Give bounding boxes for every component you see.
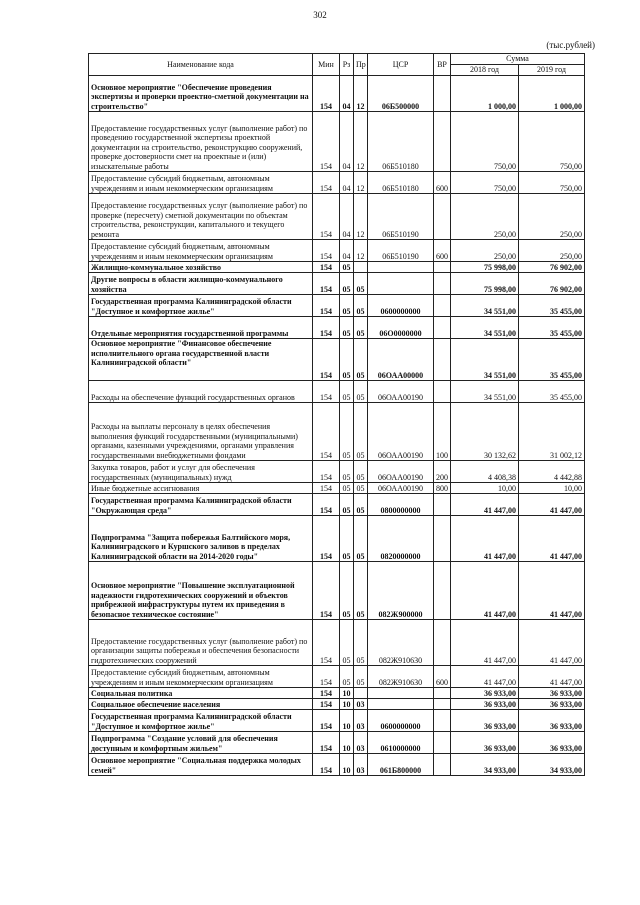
cell-sum-2019: 76 902,00 — [519, 262, 585, 273]
cell-sum-2018: 36 933,00 — [451, 710, 519, 732]
cell-rz: 10 — [340, 710, 354, 732]
table-row — [89, 562, 585, 620]
cell-csr: 06ОАА00000 — [368, 339, 434, 381]
cell-pr: 12 — [354, 240, 368, 262]
cell-csr: 0600000000 — [368, 295, 434, 317]
cell-pr: 12 — [354, 76, 368, 112]
cell-sum-2018: 36 933,00 — [451, 732, 519, 754]
cell-csr: 06Б510190 — [368, 240, 434, 262]
table-row — [89, 339, 585, 381]
cell-vr: 600 — [434, 240, 451, 262]
table-row — [89, 732, 585, 754]
cell-vr — [434, 516, 451, 562]
cell-rz: 05 — [340, 339, 354, 381]
cell-pr: 05 — [354, 317, 368, 339]
cell-csr: 082Ж910630 — [368, 620, 434, 666]
cell-csr: 06ОАА00190 — [368, 403, 434, 461]
cell-name: Закупка товаров, работ и услуг для обеспечения государственных (муниципальных) нужд — [89, 461, 313, 483]
cell-sum-2019: 34 933,00 — [519, 754, 585, 776]
cell-csr: 06Б510180 — [368, 172, 434, 194]
table-row — [89, 699, 585, 710]
cell-sum-2018: 1 000,00 — [451, 76, 519, 112]
cell-rz: 05 — [340, 317, 354, 339]
cell-sum-2018: 250,00 — [451, 194, 519, 240]
cell-rz: 05 — [340, 494, 354, 516]
table-row — [89, 240, 585, 262]
table-row — [89, 516, 585, 562]
cell-rz: 04 — [340, 240, 354, 262]
cell-pr: 05 — [354, 381, 368, 403]
cell-pr: 05 — [354, 483, 368, 494]
budget-table — [88, 53, 585, 776]
cell-sum-2018: 34 551,00 — [451, 317, 519, 339]
cell-min: 154 — [313, 494, 340, 516]
cell-sum-2019: 250,00 — [519, 240, 585, 262]
cell-min: 154 — [313, 262, 340, 273]
cell-csr: 0820000000 — [368, 516, 434, 562]
cell-rz: 05 — [340, 516, 354, 562]
cell-vr — [434, 295, 451, 317]
cell-sum-2019: 31 002,12 — [519, 403, 585, 461]
cell-min: 154 — [313, 112, 340, 172]
cell-vr — [434, 381, 451, 403]
header-sum: Сумма — [451, 54, 585, 65]
header-year-2019: 2019 год — [519, 65, 585, 76]
cell-pr: 05 — [354, 403, 368, 461]
cell-sum-2018: 750,00 — [451, 172, 519, 194]
cell-vr — [434, 194, 451, 240]
cell-vr — [434, 732, 451, 754]
cell-csr: 06Б500000 — [368, 76, 434, 112]
cell-sum-2019: 41 447,00 — [519, 666, 585, 688]
cell-name: Другие вопросы в области жилищно-коммунального хозяйства — [89, 273, 313, 295]
cell-sum-2018: 250,00 — [451, 240, 519, 262]
cell-csr: 082Ж910630 — [368, 666, 434, 688]
cell-sum-2019: 35 455,00 — [519, 339, 585, 381]
cell-csr — [368, 273, 434, 295]
cell-csr: 061Б800000 — [368, 754, 434, 776]
cell-rz: 05 — [340, 461, 354, 483]
cell-sum-2018: 36 933,00 — [451, 699, 519, 710]
cell-sum-2019: 250,00 — [519, 194, 585, 240]
cell-min: 154 — [313, 666, 340, 688]
cell-min: 154 — [313, 688, 340, 699]
cell-pr: 12 — [354, 194, 368, 240]
cell-sum-2019: 41 447,00 — [519, 516, 585, 562]
cell-rz: 04 — [340, 76, 354, 112]
cell-csr: 06ОАА00190 — [368, 483, 434, 494]
cell-pr — [354, 688, 368, 699]
cell-min: 154 — [313, 172, 340, 194]
cell-min: 154 — [313, 339, 340, 381]
cell-name: Основное мероприятие "Повышение эксплуатационной надежности гидротехнических сооружений и объектов прибрежной инфраструктуры путем их приведения в безопасное техническое состояние" — [89, 562, 313, 620]
cell-rz: 05 — [340, 262, 354, 273]
header-year-2018: 2018 год — [451, 65, 519, 76]
table-row — [89, 494, 585, 516]
table-row — [89, 273, 585, 295]
cell-name: Расходы на обеспечение функций государственных органов — [89, 381, 313, 403]
cell-vr — [434, 620, 451, 666]
cell-rz: 05 — [340, 666, 354, 688]
cell-name: Подпрограмма "Защита побережья Балтийского моря, Калининградского и Куршского заливов в пределах Калининградской области на 2014-2020 годы" — [89, 516, 313, 562]
cell-vr — [434, 262, 451, 273]
cell-csr: 06Б510190 — [368, 194, 434, 240]
cell-pr: 05 — [354, 562, 368, 620]
cell-sum-2018: 41 447,00 — [451, 516, 519, 562]
cell-sum-2019: 36 933,00 — [519, 688, 585, 699]
header-vr: ВР — [434, 54, 451, 76]
cell-min: 154 — [313, 516, 340, 562]
cell-sum-2019: 750,00 — [519, 172, 585, 194]
cell-vr: 600 — [434, 666, 451, 688]
table-row — [89, 688, 585, 699]
cell-name: Подпрограмма "Создание условий для обеспечения доступным и комфортным жильем" — [89, 732, 313, 754]
cell-vr — [434, 494, 451, 516]
cell-sum-2018: 41 447,00 — [451, 494, 519, 516]
table-body — [89, 76, 585, 776]
cell-pr: 05 — [354, 295, 368, 317]
cell-sum-2019: 36 933,00 — [519, 732, 585, 754]
header-pr: Пр — [354, 54, 368, 76]
cell-sum-2019: 1 000,00 — [519, 76, 585, 112]
cell-min: 154 — [313, 732, 340, 754]
cell-csr: 06О0000000 — [368, 317, 434, 339]
cell-name: Основное мероприятие "Социальная поддержка молодых семей" — [89, 754, 313, 776]
cell-rz: 05 — [340, 403, 354, 461]
cell-vr — [434, 562, 451, 620]
header-rz: Рз — [340, 54, 354, 76]
table-row — [89, 710, 585, 732]
cell-vr: 100 — [434, 403, 451, 461]
table-row — [89, 483, 585, 494]
cell-sum-2018: 41 447,00 — [451, 620, 519, 666]
cell-pr: 05 — [354, 666, 368, 688]
table-header — [89, 54, 585, 76]
cell-rz: 05 — [340, 273, 354, 295]
table-row — [89, 754, 585, 776]
cell-sum-2019: 35 455,00 — [519, 317, 585, 339]
cell-min: 154 — [313, 754, 340, 776]
cell-rz: 04 — [340, 112, 354, 172]
cell-min: 154 — [313, 461, 340, 483]
cell-pr: 03 — [354, 754, 368, 776]
table-row — [89, 76, 585, 112]
cell-pr: 03 — [354, 732, 368, 754]
cell-csr — [368, 262, 434, 273]
cell-name: Предоставление государственных услуг (выполнение работ) по проверке (пересчету) сметной документации по объектам строительства, реконструкции, капитального и текущего ремонта — [89, 194, 313, 240]
cell-sum-2019: 35 455,00 — [519, 381, 585, 403]
cell-vr — [434, 339, 451, 381]
cell-sum-2019: 36 933,00 — [519, 710, 585, 732]
cell-vr — [434, 688, 451, 699]
table-row — [89, 172, 585, 194]
cell-name: Предоставление субсидий бюджетным, автономным учреждениям и иным некоммерческим организациям — [89, 240, 313, 262]
cell-rz: 10 — [340, 732, 354, 754]
table-row — [89, 112, 585, 172]
cell-sum-2018: 34 551,00 — [451, 339, 519, 381]
cell-sum-2019: 76 902,00 — [519, 273, 585, 295]
cell-sum-2019: 10,00 — [519, 483, 585, 494]
cell-name: Социальная политика — [89, 688, 313, 699]
header-csr: ЦСР — [368, 54, 434, 76]
cell-pr: 05 — [354, 516, 368, 562]
units-label: (тыс.рублей) — [546, 40, 595, 50]
table-row — [89, 381, 585, 403]
cell-vr — [434, 317, 451, 339]
cell-pr: 05 — [354, 273, 368, 295]
cell-rz: 05 — [340, 620, 354, 666]
cell-pr — [354, 262, 368, 273]
cell-csr — [368, 699, 434, 710]
cell-name: Основное мероприятие "Обеспечение проведения экспертизы и проверки проектно-сметной документации на строительство" — [89, 76, 313, 112]
cell-vr — [434, 76, 451, 112]
cell-sum-2018: 75 998,00 — [451, 262, 519, 273]
cell-name: Предоставление государственных услуг (выполнение работ) по проведению государственной экспертизы проектной документации на строительство, реконструкцию сооружений, проверке достоверности смет на проектные и (или) изыскательные работы — [89, 112, 313, 172]
cell-csr: 0600000000 — [368, 710, 434, 732]
cell-rz: 10 — [340, 699, 354, 710]
cell-sum-2019: 41 447,00 — [519, 562, 585, 620]
cell-sum-2019: 35 455,00 — [519, 295, 585, 317]
cell-name: Предоставление государственных услуг (выполнение работ) по организации защиты побережья и обеспечения безопасности гидротехнических сооружений — [89, 620, 313, 666]
cell-min: 154 — [313, 699, 340, 710]
table-row — [89, 403, 585, 461]
cell-min: 154 — [313, 562, 340, 620]
cell-vr: 200 — [434, 461, 451, 483]
cell-vr — [434, 699, 451, 710]
cell-min: 154 — [313, 403, 340, 461]
cell-sum-2018: 750,00 — [451, 112, 519, 172]
cell-pr: 03 — [354, 699, 368, 710]
cell-sum-2018: 4 408,38 — [451, 461, 519, 483]
cell-rz: 05 — [340, 562, 354, 620]
cell-name: Предоставление субсидий бюджетным, автономным учреждениям и иным некоммерческим организациям — [89, 172, 313, 194]
table-row — [89, 461, 585, 483]
cell-sum-2018: 34 933,00 — [451, 754, 519, 776]
cell-vr — [434, 754, 451, 776]
cell-sum-2019: 36 933,00 — [519, 699, 585, 710]
cell-rz: 04 — [340, 172, 354, 194]
cell-rz: 10 — [340, 754, 354, 776]
cell-min: 154 — [313, 483, 340, 494]
table-row — [89, 295, 585, 317]
cell-name: Отдельные мероприятия государственной программы — [89, 317, 313, 339]
cell-sum-2018: 41 447,00 — [451, 562, 519, 620]
cell-min: 154 — [313, 194, 340, 240]
cell-pr: 05 — [354, 461, 368, 483]
cell-name: Жилищно-коммунальное хозяйство — [89, 262, 313, 273]
cell-vr: 600 — [434, 172, 451, 194]
cell-csr: 06ОАА00190 — [368, 381, 434, 403]
cell-sum-2018: 34 551,00 — [451, 381, 519, 403]
cell-csr: 06Б510180 — [368, 112, 434, 172]
cell-pr: 03 — [354, 710, 368, 732]
header-name: Наименование кода — [89, 54, 313, 76]
cell-vr — [434, 710, 451, 732]
cell-sum-2019: 4 442,88 — [519, 461, 585, 483]
table-row — [89, 194, 585, 240]
cell-pr: 12 — [354, 112, 368, 172]
cell-vr — [434, 273, 451, 295]
cell-rz: 05 — [340, 483, 354, 494]
cell-sum-2018: 10,00 — [451, 483, 519, 494]
cell-csr — [368, 688, 434, 699]
cell-sum-2018: 75 998,00 — [451, 273, 519, 295]
cell-min: 154 — [313, 710, 340, 732]
cell-name: Расходы на выплаты персоналу в целях обеспечения выполнения функций государственными (муниципальными) органами, казенными учреждениями, органами управления государственными внебюджетными фондами — [89, 403, 313, 461]
cell-vr: 800 — [434, 483, 451, 494]
table-row — [89, 620, 585, 666]
cell-csr: 082Ж900000 — [368, 562, 434, 620]
cell-name: Государственная программа Калининградской области "Доступное и комфортное жилье" — [89, 295, 313, 317]
page-number: 302 — [313, 10, 327, 20]
cell-rz: 05 — [340, 381, 354, 403]
cell-rz: 05 — [340, 295, 354, 317]
cell-min: 154 — [313, 295, 340, 317]
cell-name: Социальное обеспечение населения — [89, 699, 313, 710]
cell-min: 154 — [313, 240, 340, 262]
cell-sum-2019: 41 447,00 — [519, 620, 585, 666]
cell-sum-2018: 30 132,62 — [451, 403, 519, 461]
cell-pr: 12 — [354, 172, 368, 194]
cell-name: Иные бюджетные ассигнования — [89, 483, 313, 494]
table-row — [89, 262, 585, 273]
cell-pr: 05 — [354, 620, 368, 666]
cell-sum-2018: 41 447,00 — [451, 666, 519, 688]
cell-vr — [434, 112, 451, 172]
table-row — [89, 317, 585, 339]
cell-csr: 06ОАА00190 — [368, 461, 434, 483]
cell-min: 154 — [313, 381, 340, 403]
cell-csr: 0800000000 — [368, 494, 434, 516]
cell-name: Государственная программа Калининградской области "Доступное и комфортное жилье" — [89, 710, 313, 732]
cell-name: Государственная программа Калининградской области "Окружающая среда" — [89, 494, 313, 516]
header-min: Мин — [313, 54, 340, 76]
cell-pr: 05 — [354, 494, 368, 516]
cell-min: 154 — [313, 273, 340, 295]
cell-sum-2019: 41 447,00 — [519, 494, 585, 516]
cell-pr: 05 — [354, 339, 368, 381]
cell-sum-2018: 36 933,00 — [451, 688, 519, 699]
cell-rz: 10 — [340, 688, 354, 699]
cell-rz: 04 — [340, 194, 354, 240]
cell-min: 154 — [313, 76, 340, 112]
table-row — [89, 666, 585, 688]
cell-name: Предоставление субсидий бюджетным, автономным учреждениям и иным некоммерческим организациям — [89, 666, 313, 688]
cell-min: 154 — [313, 620, 340, 666]
cell-min: 154 — [313, 317, 340, 339]
cell-sum-2019: 750,00 — [519, 112, 585, 172]
cell-csr: 0610000000 — [368, 732, 434, 754]
cell-name: Основное мероприятие "Финансовое обеспечение исполнительного органа государственной власти Калининградской области" — [89, 339, 313, 381]
cell-sum-2018: 34 551,00 — [451, 295, 519, 317]
